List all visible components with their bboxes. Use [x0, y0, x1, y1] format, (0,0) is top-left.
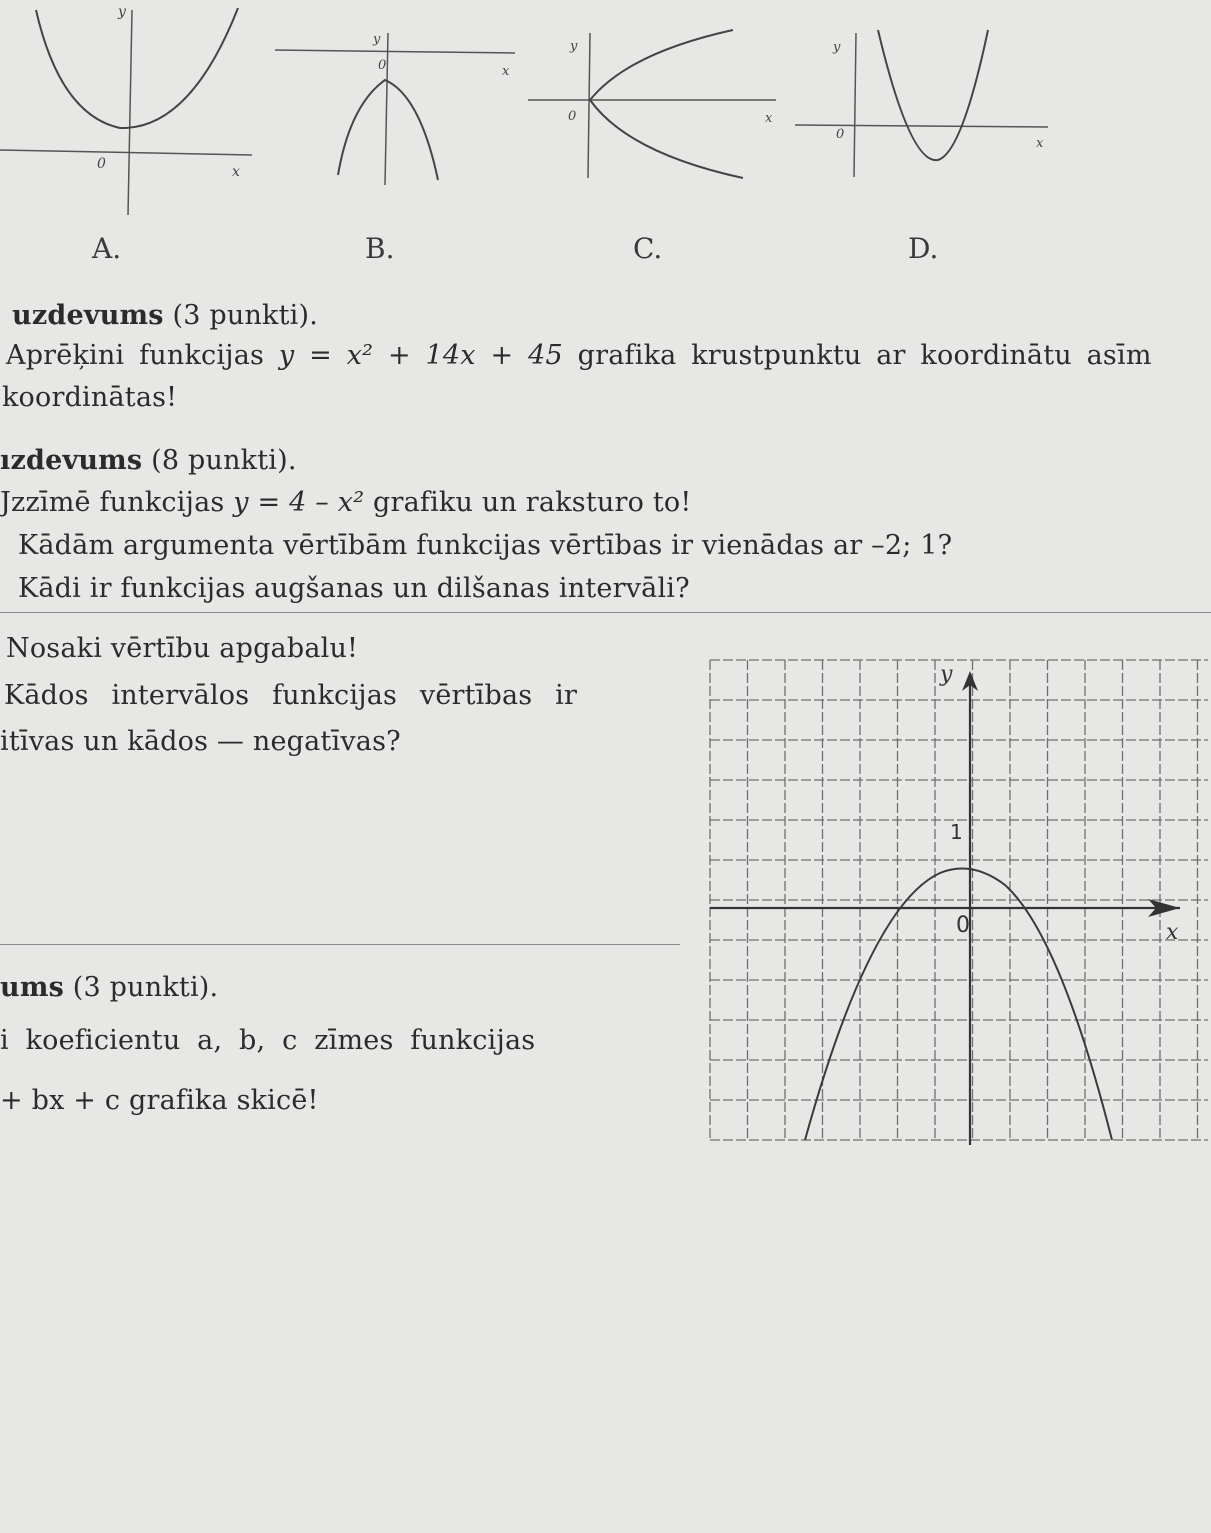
grid-tick-one: 1	[950, 820, 963, 844]
y-axis-label: y	[118, 4, 126, 20]
grid-x-label: x	[1166, 920, 1179, 945]
task1-text-line1: Aprēķini funkcijas y = x² + 14x + 45 grafika krustpunktu ar koordinātu asīm	[6, 340, 1152, 371]
option-d-label: D.	[908, 232, 939, 265]
task2-question-4a: Kādos intervālos funkcijas vērtības ir	[4, 680, 578, 711]
y-axis-label: y	[373, 32, 381, 47]
option-c-label: C.	[633, 232, 663, 265]
origin-label: 0	[836, 127, 845, 142]
task3-text-line1: i koeficientu a, b, c zīmes funkcijas	[0, 1025, 536, 1056]
divider-line	[0, 612, 1211, 613]
task2-text-line1: Jzzīmē funkcijas y = 4 – x² grafiku un raksturo to!	[0, 487, 692, 518]
option-a-label: A.	[92, 232, 122, 265]
option-b-label: B.	[365, 232, 395, 265]
task2-heading: ızdevums (8 punkti).	[0, 445, 297, 476]
task2-question-4b: itīvas un kādos — negatīvas?	[0, 726, 401, 757]
option-a-graph	[0, 0, 260, 215]
option-d-graph	[790, 25, 1060, 185]
option-b-graph	[270, 25, 520, 195]
option-c-graph	[528, 28, 788, 188]
origin-label: 0	[378, 58, 387, 73]
y-axis-label: y	[833, 40, 841, 55]
answer-grid	[700, 655, 1211, 1150]
y-axis-label: y	[570, 39, 578, 54]
task2-question-3: Nosaki vērtību apgabalu!	[6, 633, 359, 664]
task1-heading: uzdevums (3 punkti).	[12, 300, 319, 331]
grid-origin-label: 0	[956, 913, 970, 938]
x-axis-label: x	[1036, 136, 1044, 151]
parabola-curve	[805, 869, 1112, 1140]
origin-label: 0	[568, 109, 577, 124]
x-axis-label: x	[765, 111, 773, 126]
task3-text-line2: + bx + c grafika skicē!	[0, 1085, 319, 1116]
origin-label: 0	[97, 156, 106, 172]
x-axis-label: x	[232, 164, 240, 180]
task1-text-line2: koordinātas!	[2, 382, 178, 413]
task3-heading: ums (3 punkti).	[0, 972, 219, 1003]
task2-question-1: Kādām argumenta vērtībām funkcijas vērtības ir vienādas ar –2; 1?	[18, 530, 953, 561]
x-axis-label: x	[502, 64, 510, 79]
grid-y-label: y	[940, 662, 953, 687]
task2-question-2: Kādi ir funkcijas augšanas un dilšanas intervāli?	[18, 573, 690, 604]
divider-line-2	[0, 944, 680, 945]
